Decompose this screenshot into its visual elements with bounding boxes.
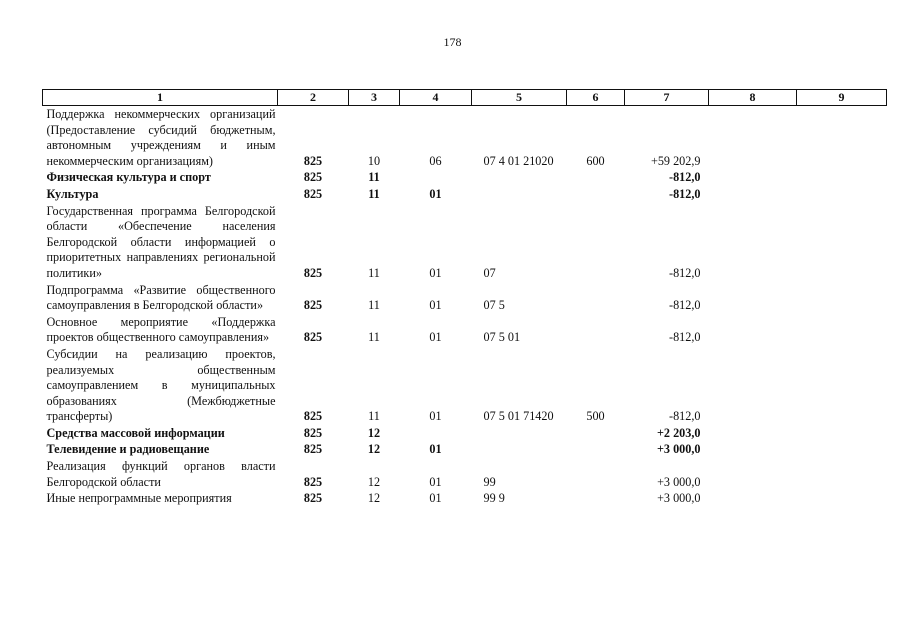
row-expense-type xyxy=(567,186,625,203)
row-target-code: 07 5 01 xyxy=(483,330,521,345)
row-subsection-code: 06 xyxy=(429,153,442,168)
row-col8 xyxy=(709,490,797,507)
column-header: 9 xyxy=(797,90,887,106)
row-ministry-code: 825 xyxy=(303,425,323,440)
row-expense-type xyxy=(567,314,625,346)
row-description: Культура xyxy=(46,186,99,201)
row-description: Средства массовой информации xyxy=(46,425,225,440)
row-col9 xyxy=(797,425,887,442)
column-header: 8 xyxy=(709,90,797,106)
row-subsection-code xyxy=(400,425,472,442)
row-section-code: 12 xyxy=(367,474,381,489)
row-description: Иные непрограммные мероприятия xyxy=(46,491,232,506)
row-description: Физическая культура и спорт xyxy=(46,170,211,185)
row-amount: -812,0 xyxy=(669,409,701,424)
row-target-code xyxy=(472,425,567,442)
row-description: Подпрограмма «Развитие общественного самоуправления в Белгородской области» xyxy=(46,282,276,313)
table-row xyxy=(43,169,887,186)
row-amount: -812,0 xyxy=(669,170,701,185)
row-amount: -812,0 xyxy=(669,330,701,345)
page-number: 178 xyxy=(443,35,462,49)
row-section-code: 12 xyxy=(367,442,381,457)
row-col9 xyxy=(797,169,887,186)
row-col9 xyxy=(797,458,887,490)
row-col8 xyxy=(709,169,797,186)
row-ministry-code: 825 xyxy=(303,491,323,506)
row-expense-type xyxy=(567,441,625,458)
row-subsection-code: 01 xyxy=(429,442,442,457)
row-amount: -812,0 xyxy=(669,186,701,201)
row-target-code xyxy=(472,169,567,186)
row-ministry-code: 825 xyxy=(303,409,323,424)
row-amount: +59 202,9 xyxy=(650,153,701,168)
row-ministry-code: 825 xyxy=(303,186,323,201)
row-amount: +3 000,0 xyxy=(657,491,701,506)
row-description: Реализация функций органов власти Белгородской области xyxy=(46,459,276,489)
row-subsection-code: 01 xyxy=(429,491,442,506)
table-row xyxy=(43,282,887,314)
column-header: 1 xyxy=(43,90,278,106)
row-col8 xyxy=(709,186,797,203)
row-ministry-code: 825 xyxy=(303,153,323,168)
column-header: 6 xyxy=(567,90,625,106)
row-subsection-code: 01 xyxy=(429,265,442,280)
table-body xyxy=(43,106,887,507)
row-section-code: 11 xyxy=(368,330,380,345)
row-col8 xyxy=(709,203,797,282)
row-section-code: 11 xyxy=(368,409,380,424)
column-header: 4 xyxy=(400,90,472,106)
row-target-code: 07 5 xyxy=(483,298,505,313)
row-ministry-code: 825 xyxy=(303,170,323,185)
row-subsection-code: 01 xyxy=(429,186,442,201)
row-section-code: 11 xyxy=(368,298,380,313)
row-expense-type: 500 xyxy=(586,409,605,424)
table-row xyxy=(43,106,887,170)
budget-table xyxy=(42,89,887,507)
row-expense-type xyxy=(567,169,625,186)
table-row xyxy=(43,203,887,282)
row-amount: +3 000,0 xyxy=(656,442,701,457)
header-row xyxy=(43,90,887,106)
row-col9 xyxy=(797,490,887,507)
row-ministry-code: 825 xyxy=(303,442,323,457)
row-col8 xyxy=(709,441,797,458)
row-col8 xyxy=(709,314,797,346)
row-col8 xyxy=(709,282,797,314)
row-ministry-code: 825 xyxy=(303,330,323,345)
row-description: Телевидение и радиовещание xyxy=(46,442,210,457)
row-ministry-code: 825 xyxy=(303,474,323,489)
row-subsection-code: 01 xyxy=(429,409,442,424)
row-section-code: 11 xyxy=(368,186,380,201)
row-expense-type xyxy=(567,458,625,490)
row-section-code: 12 xyxy=(367,491,381,506)
row-target-code xyxy=(472,186,567,203)
row-description: Основное мероприятие «Поддержка проектов общественного самоуправления» xyxy=(46,314,276,345)
row-expense-type xyxy=(567,282,625,314)
row-target-code: 99 9 xyxy=(483,491,505,506)
row-expense-type xyxy=(567,425,625,442)
table-row xyxy=(43,458,887,490)
row-col9 xyxy=(797,441,887,458)
row-amount: -812,0 xyxy=(669,298,701,313)
row-description: Поддержка некоммерческих организаций (Предоставление субсидий бюджетным, автономным учреждениям и иным некоммерческим организациям) xyxy=(46,107,276,168)
row-col8 xyxy=(709,106,797,170)
row-section-code: 11 xyxy=(368,170,380,185)
row-subsection-code: 01 xyxy=(429,474,442,489)
row-section-code: 10 xyxy=(367,153,381,168)
row-amount: +2 203,0 xyxy=(656,425,701,440)
table-row xyxy=(43,186,887,203)
row-amount: +3 000,0 xyxy=(657,474,701,489)
row-target-code: 07 4 01 21020 xyxy=(483,153,554,168)
row-target-code xyxy=(472,441,567,458)
row-section-code: 11 xyxy=(368,265,380,280)
row-col8 xyxy=(709,458,797,490)
row-ministry-code: 825 xyxy=(303,265,323,280)
row-target-code: 07 5 01 71420 xyxy=(483,409,554,424)
row-subsection-code xyxy=(400,169,472,186)
row-expense-type xyxy=(567,490,625,507)
row-col8 xyxy=(709,425,797,442)
row-target-code: 07 xyxy=(483,265,496,280)
row-description: Субсидии на реализацию проектов, реализуемых общественным самоуправлением в муниципальных образованиях (Межбюджетные трансферты) xyxy=(46,346,276,424)
table-row xyxy=(43,441,887,458)
row-subsection-code: 01 xyxy=(429,330,442,345)
table-row xyxy=(43,490,887,507)
table-row xyxy=(43,314,887,346)
table-row xyxy=(43,346,887,425)
row-ministry-code: 825 xyxy=(303,298,323,313)
row-target-code: 99 xyxy=(483,474,496,489)
row-description: Государственная программа Белгородской области «Обеспечение населения Белгородской области информацией о приоритетных направлениях региональной политики» xyxy=(46,203,276,280)
row-col8 xyxy=(709,346,797,425)
row-col9 xyxy=(797,346,887,425)
row-col9 xyxy=(797,106,887,170)
column-header: 7 xyxy=(625,90,709,106)
row-col9 xyxy=(797,282,887,314)
table-row xyxy=(43,425,887,442)
row-section-code: 12 xyxy=(367,425,381,440)
row-col9 xyxy=(797,314,887,346)
row-col9 xyxy=(797,186,887,203)
column-header: 5 xyxy=(472,90,567,106)
row-expense-type: 600 xyxy=(586,153,605,168)
column-header: 2 xyxy=(278,90,349,106)
row-amount: -812,0 xyxy=(669,265,701,280)
column-header: 3 xyxy=(349,90,400,106)
row-col9 xyxy=(797,203,887,282)
row-subsection-code: 01 xyxy=(429,298,442,313)
row-expense-type xyxy=(567,203,625,282)
